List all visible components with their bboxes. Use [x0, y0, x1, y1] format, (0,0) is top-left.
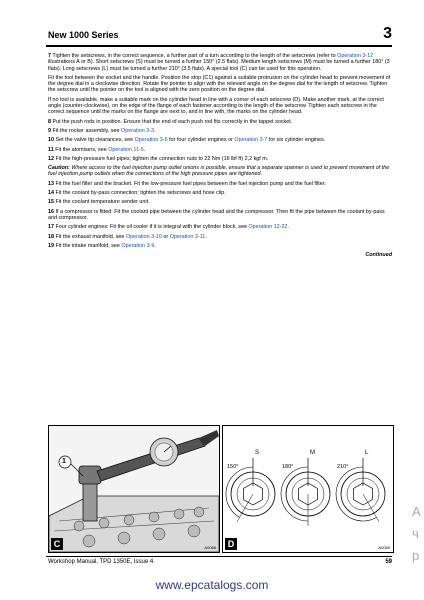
step-text: .: [154, 242, 156, 249]
step-text: Fit the intake manifold, see: [55, 242, 122, 249]
step-text: illustrations A or B). Short setscrews (S) must be turned a further 150° (2.5 flats). Medium length setscrews (M) must be turned a further 180° (3 flats). Long setscrews (L) must be turned a further 210° (3.5 flats). A special tool (C) can be used for this operation.: [48, 59, 390, 72]
instruction-step: [48, 199, 392, 205]
step-number: 8: [48, 118, 51, 125]
side-char-1: A: [412, 504, 421, 519]
step-text: Fit the atomisers, see: [55, 146, 109, 153]
step-number: 19: [48, 242, 54, 249]
page-header: [46, 25, 392, 45]
figure-d-dials: [223, 426, 393, 552]
step-text: Fit the fuel filter and the bracket. Fit the low-pressure fuel pipes between the fuel injection pump and the fuel filter.: [55, 180, 326, 187]
step-text: Set the valve tip clearances, see: [55, 137, 135, 144]
page-number: 59: [385, 559, 392, 565]
instruction-step: [48, 128, 392, 134]
operation-link[interactable]: Operation 3-12: [337, 53, 374, 59]
instruction-step: [48, 53, 392, 72]
step-number: 11: [48, 146, 54, 153]
step-number: 7: [48, 53, 51, 59]
dial-angle: 180°: [282, 464, 294, 470]
operation-link[interactable]: Operation 3-6: [134, 137, 168, 144]
step-text: .: [287, 224, 289, 231]
step-text: for four cylinder engines or: [167, 137, 235, 144]
side-char-3: р: [412, 548, 420, 563]
step-number: 17: [48, 224, 54, 231]
operation-link[interactable]: Operation 12-22: [248, 224, 288, 231]
instruction-step: [48, 137, 392, 143]
operation-link[interactable]: Operation 3-7: [234, 137, 268, 144]
instruction-step: [48, 119, 392, 125]
step-number: 18: [48, 233, 54, 240]
step-number: 12: [48, 155, 54, 162]
figure-c-label: C: [51, 538, 63, 550]
step-text: Four cylinder engines: Fit the oil cooler if it is integral with the cylinder block, see: [55, 224, 249, 231]
step-text: If a compressor is fitted: Fit the coolant pipe between the cylinder head and the compressor. Then fit the pipe between the coolant by-pass and compressor.: [48, 208, 385, 221]
step-text: If no tool is available, make a suitable mark on the cylinder head in line with a corner of each setscrew (D). Make another mark, at the correct angle (counter-clockwise), on the edge of the flange of each fastener according to the length of the setscrew. Tighten each setscrew in the correct sequence until the marks on the flange are next to, and in line with, the marks on the cylinder head.: [48, 96, 384, 116]
step-text: or: [161, 233, 170, 240]
manual-title: Workshop Manual, TPD 1350E, Issue 4: [48, 559, 154, 565]
step-number: 9: [48, 127, 51, 134]
operation-link[interactable]: Operation 11-5: [108, 146, 144, 153]
callout-1: 1: [62, 458, 66, 465]
dial-angle: 210°: [337, 464, 349, 470]
instruction-step: [48, 181, 392, 187]
step-text: .: [143, 146, 146, 153]
series-title: New 1000 Series: [48, 30, 119, 40]
figure-d: [222, 425, 394, 553]
step-text: Put the push rods in position. Ensure that the end of each push rod fits correctly in the tappet socket.: [52, 118, 293, 125]
dial-angle: 150°: [227, 464, 239, 470]
figure-c-illustration: [49, 426, 219, 552]
header-rule: [46, 45, 392, 47]
operation-link[interactable]: Operation 3-9: [121, 242, 155, 249]
step-text: Fit the coolant temperature sender unit.: [55, 199, 150, 206]
side-char-2: ч: [412, 526, 419, 541]
step-text: .: [153, 127, 156, 134]
instruction-step: [48, 156, 392, 162]
instruction-step: [48, 147, 392, 153]
figure-d-label: D: [225, 538, 237, 550]
step-text: Fit the coolant by-pass connection; tighten the setscrews and hose clip.: [55, 190, 226, 197]
operation-link[interactable]: Operation 3-11: [169, 233, 206, 240]
figure-c-ref: A0088: [204, 545, 216, 550]
dial-letter: S: [255, 450, 260, 456]
instruction-step: [48, 224, 392, 230]
step-text: Where access to the fuel injection pump outlet unions is possible, ensure that a separate spanner is used to prevent movement of the fuel injection pump outlets when the connections of the high pressure pipes are tightened.: [48, 165, 390, 178]
step-text: Fit the rocker assembly, see: [52, 127, 122, 134]
step-text: Fit the high-pressure fuel pipes; tighten the connection nuts to 22 Nm (16 lbf ft) 2,2 kgf m.: [55, 155, 269, 162]
instruction-step: [48, 97, 392, 116]
footer-rule: [46, 556, 392, 557]
dial-letter: M: [310, 450, 315, 456]
step-number: 15: [48, 199, 54, 206]
instruction-step: [48, 75, 392, 94]
instruction-body: [48, 53, 392, 258]
operation-link[interactable]: Operation 3-3: [121, 127, 154, 134]
step-text: Tighten the setscrews, in the correct sequence, a further part of a turn according to the length of the setscrews (refer to: [52, 53, 338, 59]
chapter-number: 3: [383, 25, 392, 42]
instruction-step: [48, 209, 392, 222]
caution-label: Caution:: [48, 165, 70, 172]
step-number: 13: [48, 180, 54, 187]
step-text: for six cylinder engines.: [267, 137, 326, 144]
step-text: Fit the tool between the socket and the handle. Position the stop (C1) against a suitable protrusion on the cylinder head to prevent movement of the degree dial in a clockwise direction. Rotate the pointer to align with the relevant angle on the degree dial for the length of setscrew. Tighten the setscrew until the pointer on the tool is aligned with the zero position on the degree dial.: [48, 74, 391, 94]
step-text: .: [205, 233, 207, 240]
continued-label: Continued: [365, 252, 392, 259]
instruction-step: [48, 190, 392, 196]
step-number: 16: [48, 208, 54, 215]
instruction-step: [48, 234, 392, 240]
watermark-link[interactable]: www.epcatalogs.com: [155, 578, 269, 592]
instruction-step: [48, 243, 392, 249]
dial-letter: L: [365, 450, 369, 456]
figure-d-ref: A0089: [378, 545, 390, 550]
step-text: Fit the exhaust manifold, see: [55, 233, 126, 240]
step-number: 10: [48, 137, 54, 144]
page-footer: [48, 559, 392, 565]
step-number: 14: [48, 190, 54, 197]
figure-c: [48, 425, 220, 553]
operation-link[interactable]: Operation 3-10: [125, 233, 162, 240]
caution-note: [48, 165, 392, 178]
